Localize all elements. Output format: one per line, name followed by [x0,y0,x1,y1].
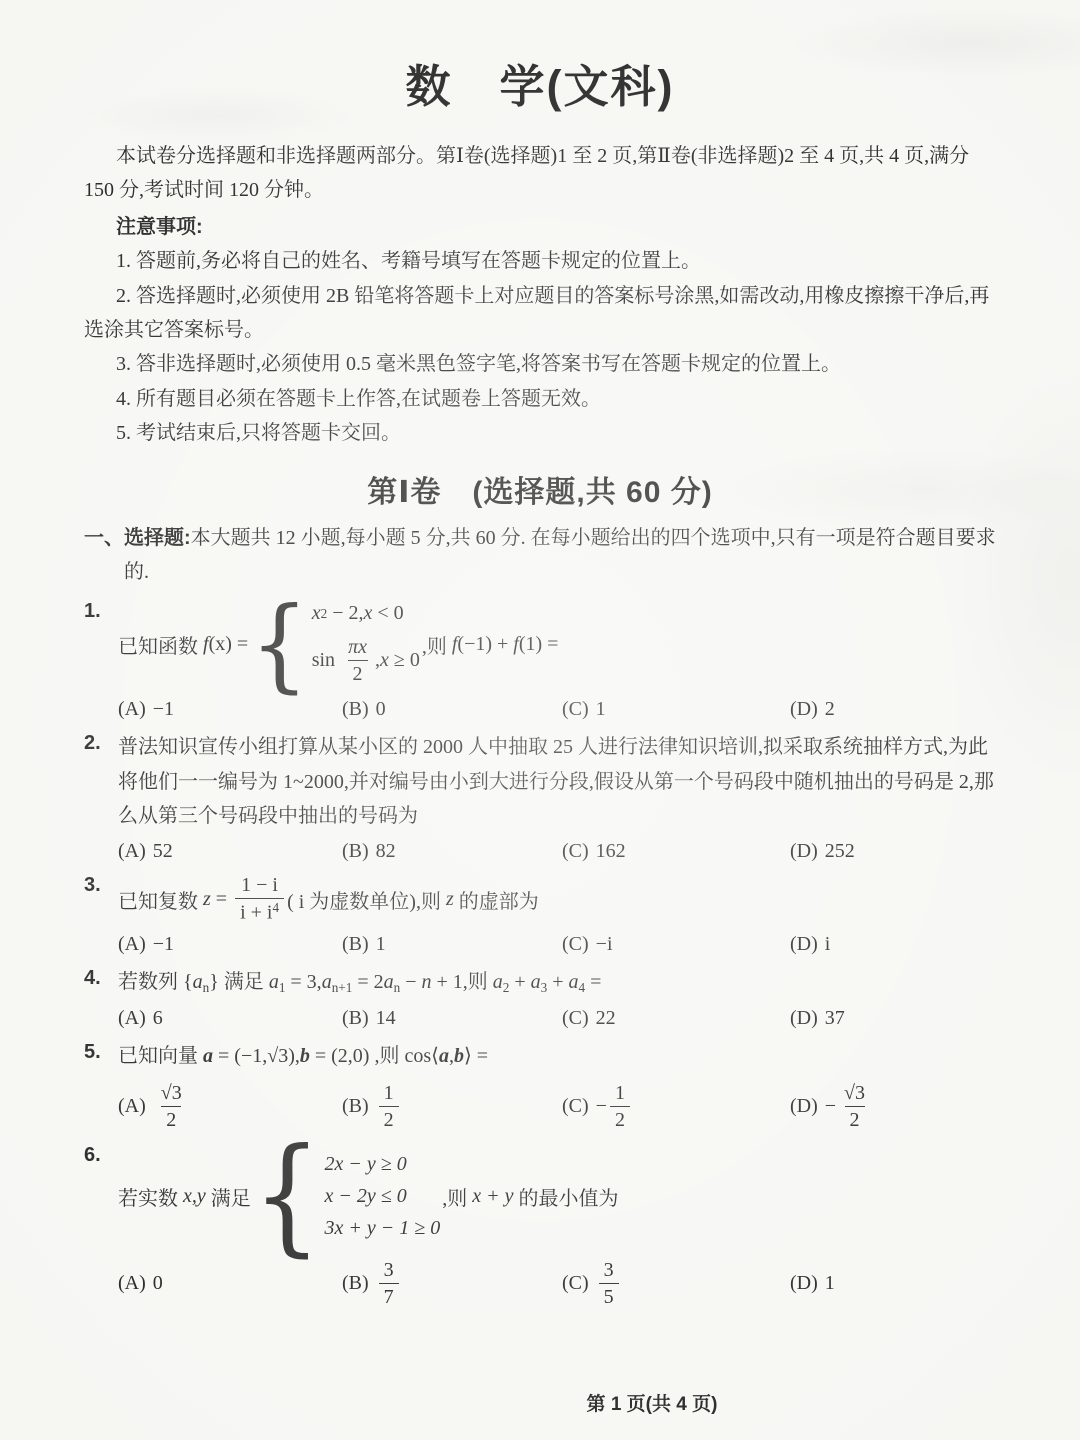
question-number: 4. [84,967,101,990]
math-f: f [513,633,519,656]
option-b [342,1007,562,1030]
option-c [562,1257,790,1310]
fraction-numerator: πx [348,636,367,659]
stem-text: 满足 [223,971,269,994]
fraction [610,1080,630,1133]
option-label: (C) [562,1095,589,1118]
stem-text: 的最小值为 [513,1187,619,1210]
option-label: (C) [562,1006,589,1029]
option-a [118,840,342,863]
option-a [118,933,342,956]
option-label: (D) [790,933,818,956]
math-f: f [203,633,209,656]
math-text: − [400,971,422,994]
option-value: 1 [824,1272,835,1295]
question-options [118,1007,996,1030]
math-a: a [568,971,579,994]
option-value: 0 [152,1272,163,1295]
math-text: } [209,971,224,994]
option-c [562,933,790,956]
fraction-numerator: 3 [383,1259,394,1282]
option-value: 1 [375,933,386,956]
constraint-system [252,1121,441,1270]
option-label: (D) [790,1272,818,1295]
piecewise-row-1 [312,602,420,625]
option-d [790,840,996,863]
question-stem [118,1121,996,1270]
option-value: 252 [824,840,855,863]
fraction-denominator: 2 [161,1106,181,1133]
option-b [342,933,562,956]
option-c [562,1007,790,1030]
math-sub: 2 [502,980,510,996]
option-label: (B) [342,1095,369,1118]
option-b [342,840,562,863]
piecewise-brace: { [250,585,309,704]
option-label: (B) [342,933,369,956]
option-label: (D) [790,1095,818,1118]
question-stem [118,965,996,1000]
math-a: a [192,971,203,994]
option-label: (B) [342,840,369,863]
math-text: = [210,887,233,910]
option-label: (D) [790,1006,818,1029]
math-exp: 2 [320,605,328,621]
math-sin: sin [311,649,341,672]
option-value: 0 [375,698,386,721]
stem-text: 满足 [205,1187,251,1210]
question-1 [84,585,996,721]
math-sub: 1 [278,980,286,996]
question-options [118,840,996,863]
question-options [118,933,996,956]
math-text: = (2,0) [309,1044,375,1067]
option-value: −1 [152,698,175,721]
math-vector-b: b [453,1044,464,1067]
note-item-2: 2. 答选择题时,必须使用 2B 铅笔将答题卡上对应题目的答案标号涂黑,如需改动,用橡皮擦擦干净后,再选涂其它答案标号。 [84,284,990,341]
minus-sign: − [595,1095,607,1118]
math-text: (−1) + [457,633,514,656]
math-f: f [451,633,458,656]
fraction [599,1257,619,1310]
option-c [562,698,790,721]
option-a [118,1272,342,1295]
fraction-denominator: 2 [348,660,368,687]
question-stem: 普法知识宣传小组打算从某小区的 2000 人中抽取 25 人进行法律知识培训,拟采取系统抽样方式,为此将他们一一编号为 1~2000,并对编号由小到大进行分段,假设从第一个号码段中随机抽出的号码是 2,那么从第三个号码段中抽出的号码为 [118,736,994,828]
option-b [342,698,562,721]
fraction [156,1080,187,1133]
option-value: 37 [824,1006,845,1029]
math-xy: x,y [183,1184,206,1207]
option-a [118,1007,342,1030]
option-label: (A) [118,1006,146,1029]
option-label: (A) [118,1095,146,1118]
fraction-numerator: √3 [844,1082,866,1105]
option-label: (A) [118,698,146,721]
math-sub: 4 [578,980,586,996]
math-text: = 2 [352,971,384,994]
math-text: ≥ 0 [388,649,420,672]
page-footer [0,1389,1080,1416]
stem-text: ,则 [442,1187,473,1210]
fraction-denominator: 7 [379,1283,399,1310]
question-number: 6. [84,1144,101,1167]
fraction-denominator: 5 [599,1283,619,1310]
page-title: 数 学(文科) [405,61,675,112]
question-3 [84,872,996,956]
stem-text: 若实数 [118,1187,183,1210]
stem-text: ,则 [421,636,452,659]
exam-intro: 本试卷分选择题和非选择题两部分。第Ⅰ卷(选择题)1 至 2 页,第Ⅱ卷(非选择题)2 至 4 页,共 4 页,满分 150 分,考试时间 120 分钟。 [84,145,970,202]
section-1-instructions [84,521,996,590]
option-value: 52 [152,840,173,863]
fraction-denominator [235,898,284,926]
math-a: a [268,971,279,994]
fraction [379,1257,399,1310]
question-2 [84,730,996,863]
option-d [790,1272,996,1295]
option-value: 82 [375,840,396,863]
option-c [562,840,790,863]
fraction [235,872,284,926]
option-label: (C) [562,1272,589,1295]
stem-text: 已知复数 [118,890,203,913]
math-text: , [448,1044,454,1067]
fraction-numerator: 1 [614,1082,625,1105]
math-x: x [363,602,373,625]
question-stem [118,1039,996,1073]
math-x: x [311,602,321,625]
stem-text: ,则 [462,971,493,994]
note-item-3: 3. 答非选择题时,必须使用 0.5 毫米黑色签字笔,将答案书写在答题卡规定的位置上。 [116,353,841,376]
option-label: (C) [562,698,589,721]
stem-text: 已知函数 [118,636,203,659]
note-item-1: 1. 答题前,务必将自己的姓名、考籍号填写在答题卡规定的位置上。 [116,250,701,273]
option-value: 22 [595,1006,616,1029]
stem-text: 的虚部为 [453,890,539,913]
question-stem [118,585,996,704]
math-text: + 1 [431,971,463,994]
math-sub: n [202,980,210,996]
constraint-row-1: 2x − y ≥ 0 [324,1152,407,1175]
math-a: a [492,971,503,994]
fraction [379,1080,399,1133]
fraction-numerator: 3 [603,1259,614,1282]
question-stem [118,872,996,926]
math-text: = (−1,√3), [213,1044,300,1067]
option-label: (B) [342,1006,369,1029]
option-value: −i [595,933,613,956]
math-text: + [509,971,531,994]
option-d [790,1080,996,1133]
option-label: (D) [790,698,818,721]
math-text: (1) = [518,633,559,656]
stem-text: ,则 [374,1044,405,1067]
option-value: 14 [375,1006,396,1029]
minus-sign: − [824,1095,837,1118]
note-item-5: 5. 考试结束后,只将答题卡交回。 [116,422,401,445]
stem-text: 若数列 [118,971,183,994]
option-label: (C) [562,933,589,956]
math-vector-a: a [438,1044,449,1067]
question-number: 5. [84,1040,101,1063]
math-text: (x) = [208,633,249,656]
piecewise-brace: { [252,1121,322,1270]
option-value: 162 [595,840,626,863]
option-b [342,1257,562,1310]
math-sub: 3 [540,980,548,996]
stem-text: ( i 为虚数单位),则 [287,890,446,913]
math-text: = [585,971,602,994]
notes-title: 注意事项: [116,215,203,238]
math-text: , [374,649,380,672]
question-number: 1. [84,600,101,623]
fraction-numerator: 1 [383,1082,394,1105]
section-1-lead: 一、选择题: [84,526,191,549]
math-text: ⟩ = [463,1044,489,1067]
section-1-lead-rest: 本大题共 12 小题,每小题 5 分,共 60 分. 在每小题给出的四个选项中,只有一项是符合题目要求的. [124,526,996,583]
question-options [118,1257,996,1310]
math-x: x [379,649,389,672]
math-sub: n+1 [331,980,353,996]
option-value: 6 [152,1006,163,1029]
math-text: − 2, [327,602,364,625]
fraction-denominator: 2 [610,1106,630,1133]
note-item-4: 4. 所有题目必须在答题卡上作答,在试题卷上答题无效。 [116,387,601,410]
question-number: 2. [84,732,101,755]
option-label: (A) [118,933,146,956]
option-value: i [824,933,831,956]
math-text: = 3, [285,971,322,994]
fraction-denominator: 2 [845,1106,865,1133]
math-z: z [203,887,211,910]
option-d [790,1007,996,1030]
section-1-header: 第Ⅰ卷 (选择题,共 60 分) [367,475,713,509]
option-label: (A) [118,840,146,863]
math-sub: n [393,980,401,996]
question-options [118,1080,996,1133]
option-c [562,1080,790,1133]
math-z: z [445,887,454,910]
option-d [790,698,996,721]
math-a: a [530,971,541,994]
fraction [839,1080,870,1133]
math-exp: 4 [272,900,280,916]
question-6 [84,1121,996,1310]
option-label: (D) [790,840,818,863]
question-5 [84,1039,996,1133]
question-number: 3. [84,874,101,897]
math-a: a [383,971,394,994]
option-b [342,1080,562,1133]
fraction-denominator: 2 [379,1106,399,1133]
question-4 [84,965,996,1030]
fraction-numerator: √3 [160,1082,182,1105]
math-text: + [547,971,569,994]
option-label: (A) [118,1272,146,1295]
fraction [343,634,372,687]
page-number: 第 1 页(共 4 页) [586,1394,718,1415]
option-value: −1 [152,933,175,956]
constraint-row-2: x − 2y ≤ 0 [324,1184,407,1207]
option-label: (C) [562,840,589,863]
option-label: (B) [342,698,369,721]
math-vector-b: b [299,1044,310,1067]
math-text: i + i [240,902,273,925]
piecewise-function [250,585,420,704]
option-value: 1 [595,698,606,721]
math-text: cos⟨ [404,1044,439,1067]
math-n: n [421,971,432,994]
constraint-row-3: 3x + y − 1 ≥ 0 [324,1216,441,1239]
math-a: a [321,971,332,994]
option-value: 2 [824,698,835,721]
math-x-plus-y: x + y [472,1184,514,1207]
piecewise-row-2 [312,634,420,687]
stem-text: 已知向量 [118,1044,203,1067]
option-label: (B) [342,1272,369,1295]
option-d [790,933,996,956]
math-text: { [183,971,193,994]
math-vector-a: a [203,1044,213,1067]
math-text: < 0 [372,602,404,625]
fraction-numerator: 1 − i [241,874,278,897]
